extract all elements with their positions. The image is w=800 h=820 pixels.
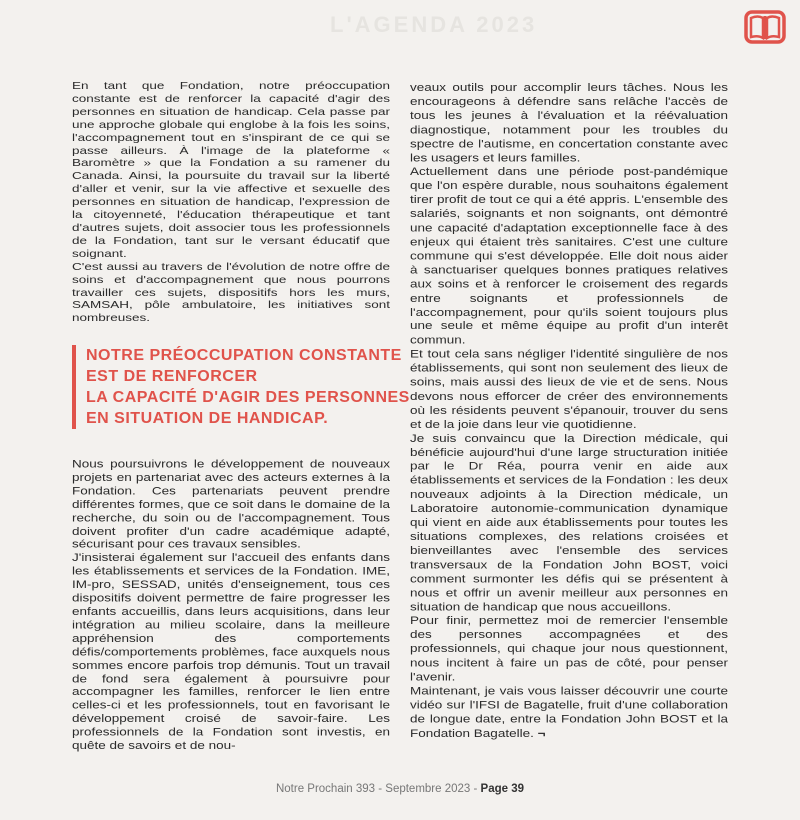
paragraph-text: Maintenant, je vais vous laisser découvrir une courte vidéo sur l'IFSI de Bagatelle, fruit d'une collaboration de longue date, entre la Fondation John BOST et la Fondation Bagatelle. [410, 684, 728, 740]
paragraph: C'est aussi au travers de l'évolution de notre offre de soins et d'accompagnement que nous pourrons travailler ces sujets, dispositifs hors les murs, SAMSAH, pôle ambulatoire, les initiatives sont nombreuses. [72, 260, 390, 324]
right-column-text [410, 81, 728, 741]
paragraph: Actuellement dans une période post-pandémique que l'on espère durable, nous souhaitons également tirer profit de tout ce qui a été appris. L'ensemble des salariés, soignants et non soignants, ont démontré une capacité d'adaptation exceptionnelle face à des enjeux qui étaient très sanitaires. C'est une culture commune qui s'est développée. Elle doit nous aider à sanctuariser quelques bonnes pratiques relatives aux soins et à renforcer le croisement des regards entre soignants et professionnels de l'accompagnement, pour qu'ils soient toujours plus une seule et même équipe au profit d'un interêt commun. [410, 165, 728, 347]
faded-header-text: L'AGENDA 2023 [330, 12, 538, 37]
left-column-text [72, 80, 390, 325]
paragraph: En tant que Fondation, notre préoccupation constante est de renforcer la capacité d'agir des personnes en situation de handicap. Cela passe par une approche globale qui englobe à la fois les soins, l'accompagnement tout en s'inspirant de ce qui se passe ailleurs. À l'image de la plateforme « Baromètre » que la Fondation a su ramener du Canada. Ainsi, la poursuite du travail sur la liberté d'aller et venir, sur la vie affective et sexuelle des personnes en situation de handicap, l'expression de la citoyenneté, l'éducation thérapeutique et tant d'autres sujets, doit associer tous les professionnels de la Fondation, tant sur le versant éducatif que soignant. [72, 80, 390, 260]
pull-quote-line: LA CAPACITÉ D'AGIR DES PERSONNES [86, 389, 410, 406]
pull-quote [72, 345, 410, 429]
pull-quote-line: NOTRE PRÉOCCUPATION CONSTANTE [86, 347, 402, 364]
paragraph-last [410, 685, 728, 741]
publication-info: Notre Prochain 393 - Septembre 2023 - [275, 783, 481, 795]
end-mark: ¬ [537, 726, 546, 740]
paragraph: Et tout cela sans négliger l'identité singulière de nos établissements, qui sont non seulement des lieux de soins, mais aussi des lieux de vie et de sens. Nous devons nous efforcer de créer des environnements où les résidents peuvent s'épanouir, trouver du sens et de la joie dans leur vie quotidienne. [410, 347, 728, 431]
left-column-text-lower [72, 458, 390, 753]
pull-quote-line: EST DE RENFORCER [86, 368, 258, 385]
paragraph: J'insisterai également sur l'accueil des enfants dans les établissements et services de la Fondation. IME, IM-pro, SESSAD, unités d'enseignement, tous ces dispositifs doivent permettre de faire progresser les enfants accueillis, dans leurs acquisitions, dans leur intégration au milieu scolaire, dans la meilleure appréhension des comportements défis/comportements problèmes, face auxquels nous sommes encore parfois trop démunis. Tout un travail de fond sera également à poursuivre pour accompagner les familles, renforcer le lien entre celles-ci et les professionnels, tout en favorisant le développement croisé de savoir-faire. Les professionnels de la Fondation sont investis, en quête de savoirs et de nou- [72, 551, 390, 752]
paragraph: veaux outils pour accomplir leurs tâches. Nous les encourageons à défendre sans relâche l'accès de tous les jeunes à l'évaluation et la réévaluation diagnostique, notamment pour les troubles du spectre de l'autisme, en concertation constante avec les usagers et leurs familles. [410, 81, 728, 164]
page-number: Page 39 [480, 783, 525, 795]
book-icon [744, 10, 786, 44]
page-footer [0, 783, 800, 795]
paragraph: Nous poursuivrons le développement de nouveaux projets en partenariat avec des acteurs externes à la Fondation. Ces partenariats peuvent prendre différentes formes, que ce soit dans le domaine de la recherche, du soin ou de l'accompagnement. Tous doivent profiter d'un cadre académique adapté, sécurisant pour ces travaux sensibles. [72, 458, 390, 551]
paragraph: Pour finir, permettez moi de remercier l'ensemble des personnes accompagnées et des professionnels, qui chaque jour nous questionnent, nous incitent à faire un pas de côté, pour penser l'avenir. [410, 614, 728, 683]
paragraph: Je suis convaincu que la Direction médicale, qui bénéficie aujourd'hui d'une large structuration initiée par le Dr Réa, pourra venir en aide aux établissements et services de la Fondation : les deux nouveaux adjoints à la Direction médicale, un Laboratoire autonomie-communication dynamique qui vient en aide aux établissements pour toutes les situations complexes, des relations croisées et bienveillantes avec l'ensemble des services transversaux de la Fondation John BOST, voici comment surmonter les défis qui se présentent à nous et offrir un avenir meilleur aux personnes en situation de handicap que nous accueillons. [410, 431, 728, 613]
pull-quote-line: EN SITUATION DE HANDICAP. [86, 410, 329, 427]
